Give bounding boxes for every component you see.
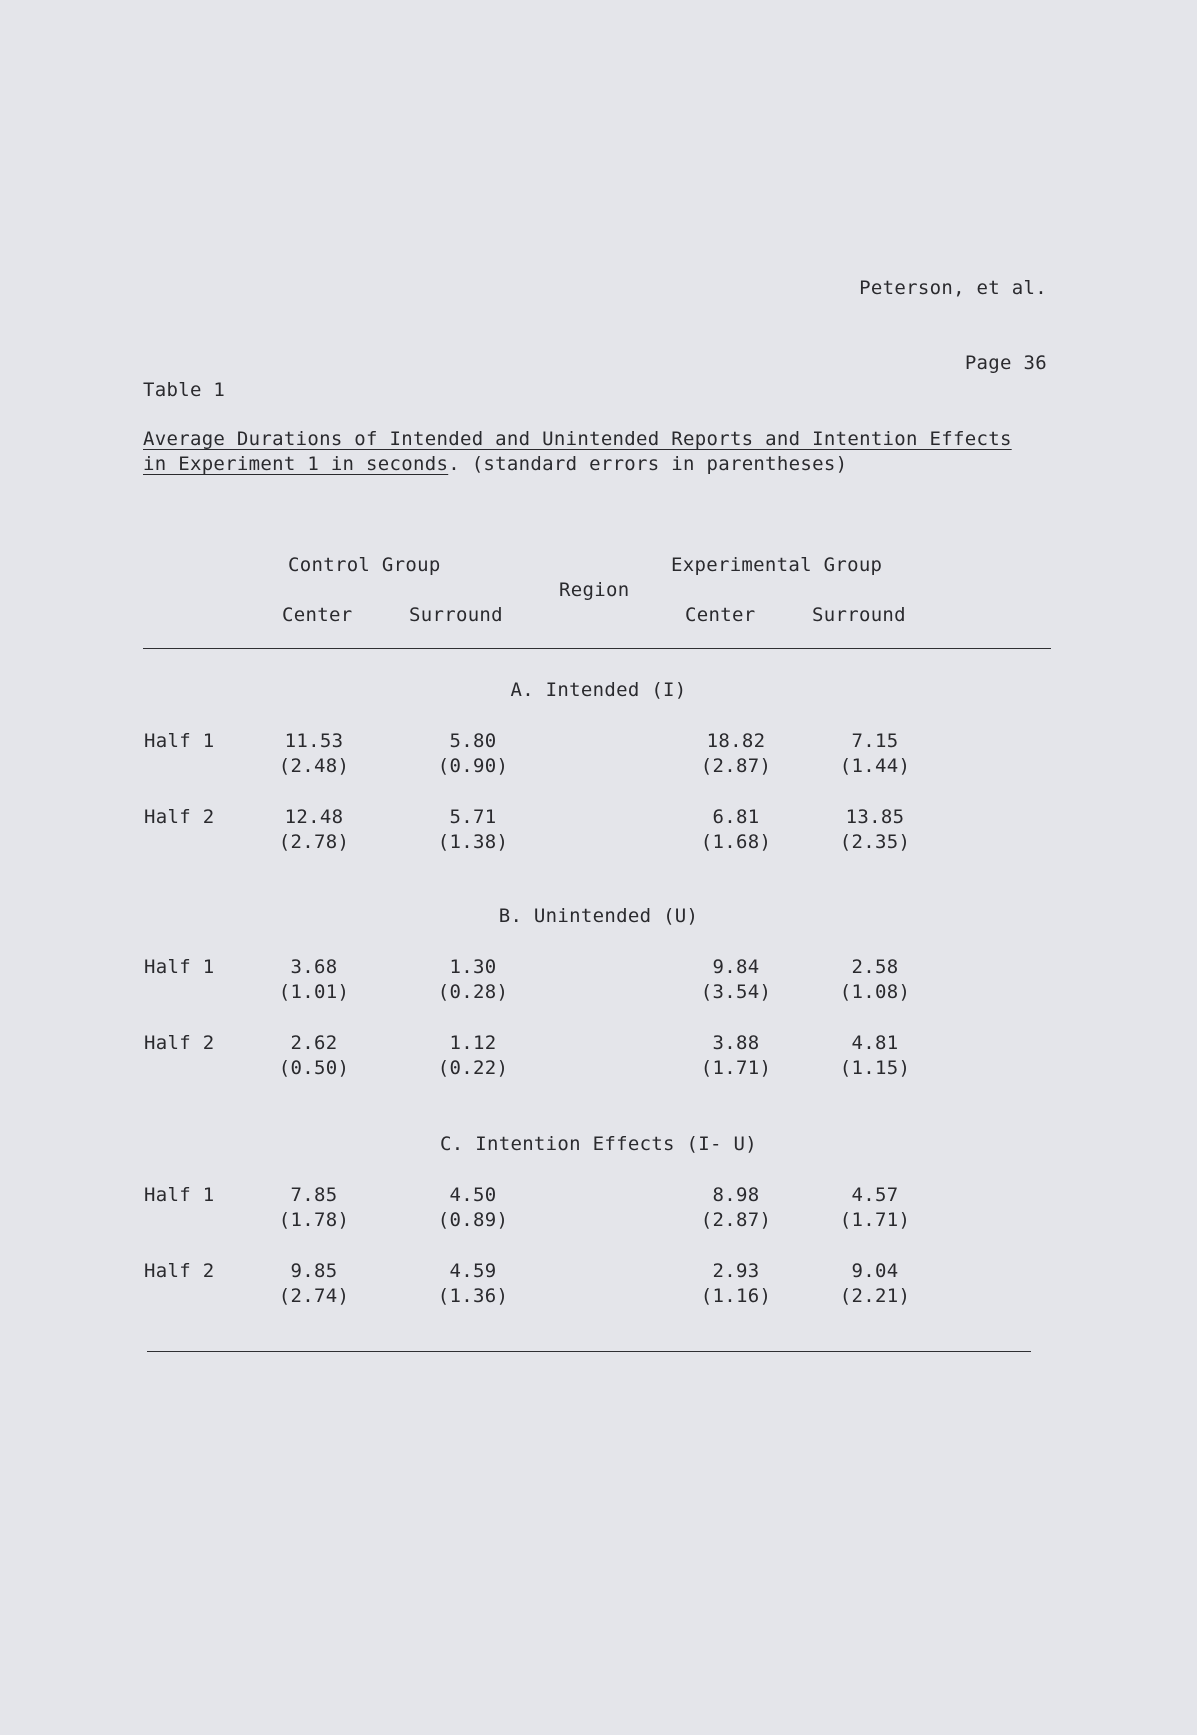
value-cell: 4.50 xyxy=(449,1184,497,1206)
experimental-surround-header: Surround xyxy=(812,604,906,626)
header-rule xyxy=(143,648,1051,649)
value-cell: 9.84 xyxy=(712,956,760,978)
region-header: Region xyxy=(559,579,630,601)
value-cell: 1.12 xyxy=(449,1032,497,1054)
value-cell: 5.80 xyxy=(449,730,497,752)
error-cell: (0.90) xyxy=(437,755,509,777)
section-title: C. Intention Effects (I- U) xyxy=(440,1133,757,1155)
value-cell: 13.85 xyxy=(845,806,905,828)
value-cell: 6.81 xyxy=(712,806,760,828)
control-surround-header: Surround xyxy=(409,604,503,626)
experimental-center-header: Center xyxy=(685,604,756,626)
error-cell: (1.15) xyxy=(839,1057,911,1079)
row-label: Half 2 xyxy=(144,1032,215,1054)
error-cell: (0.89) xyxy=(437,1209,509,1231)
section-title: A. Intended (I) xyxy=(510,679,687,701)
error-cell: (1.01) xyxy=(278,981,350,1003)
error-cell: (2.78) xyxy=(278,831,350,853)
experimental-group-header: Experimental Group xyxy=(671,554,883,576)
running-header xyxy=(859,226,1047,426)
row-label: Half 1 xyxy=(144,730,215,752)
error-cell: (1.71) xyxy=(839,1209,911,1231)
error-cell: (2.74) xyxy=(278,1285,350,1307)
error-cell: (1.68) xyxy=(700,831,772,853)
value-cell: 3.68 xyxy=(290,956,338,978)
error-cell: (1.38) xyxy=(437,831,509,853)
error-cell: (1.08) xyxy=(839,981,911,1003)
value-cell: 2.93 xyxy=(712,1260,760,1282)
value-cell: 3.88 xyxy=(712,1032,760,1054)
error-cell: (0.50) xyxy=(278,1057,350,1079)
error-cell: (1.36) xyxy=(437,1285,509,1307)
error-cell: (2.48) xyxy=(278,755,350,777)
value-cell: 7.15 xyxy=(851,730,899,752)
error-cell: (2.87) xyxy=(700,1209,772,1231)
value-cell: 2.62 xyxy=(290,1032,338,1054)
error-cell: (3.54) xyxy=(700,981,772,1003)
value-cell: 18.82 xyxy=(706,730,766,752)
caption-title: Average Durations of Intended and Unintended Reports and Intention Effects in Experiment 1 in seconds xyxy=(143,428,1012,475)
table-caption xyxy=(143,427,1043,477)
value-cell: 9.85 xyxy=(290,1260,338,1282)
value-cell: 7.85 xyxy=(290,1184,338,1206)
value-cell: 2.58 xyxy=(851,956,899,978)
control-center-header: Center xyxy=(282,604,353,626)
page-number: Page 36 xyxy=(964,352,1047,374)
section-title: B. Unintended (U) xyxy=(498,905,699,927)
value-cell: 1.30 xyxy=(449,956,497,978)
table-label: Table 1 xyxy=(143,379,226,401)
error-cell: (2.21) xyxy=(839,1285,911,1307)
error-cell: (1.78) xyxy=(278,1209,350,1231)
value-cell: 4.57 xyxy=(851,1184,899,1206)
value-cell: 4.81 xyxy=(851,1032,899,1054)
error-cell: (1.71) xyxy=(700,1057,772,1079)
row-label: Half 1 xyxy=(144,1184,215,1206)
error-cell: (2.87) xyxy=(700,755,772,777)
caption-note: . (standard errors in parentheses) xyxy=(448,453,848,475)
error-cell: (1.16) xyxy=(700,1285,772,1307)
error-cell: (1.44) xyxy=(839,755,911,777)
row-label: Half 2 xyxy=(144,1260,215,1282)
value-cell: 11.53 xyxy=(284,730,344,752)
error-cell: (0.28) xyxy=(437,981,509,1003)
value-cell: 4.59 xyxy=(449,1260,497,1282)
value-cell: 8.98 xyxy=(712,1184,760,1206)
control-group-header: Control Group xyxy=(288,554,441,576)
author-line: Peterson, et al. xyxy=(859,277,1047,299)
error-cell: (2.35) xyxy=(839,831,911,853)
error-cell: (0.22) xyxy=(437,1057,509,1079)
footer-rule xyxy=(147,1351,1031,1352)
row-label: Half 1 xyxy=(144,956,215,978)
row-label: Half 2 xyxy=(144,806,215,828)
value-cell: 12.48 xyxy=(284,806,344,828)
value-cell: 5.71 xyxy=(449,806,497,828)
value-cell: 9.04 xyxy=(851,1260,899,1282)
